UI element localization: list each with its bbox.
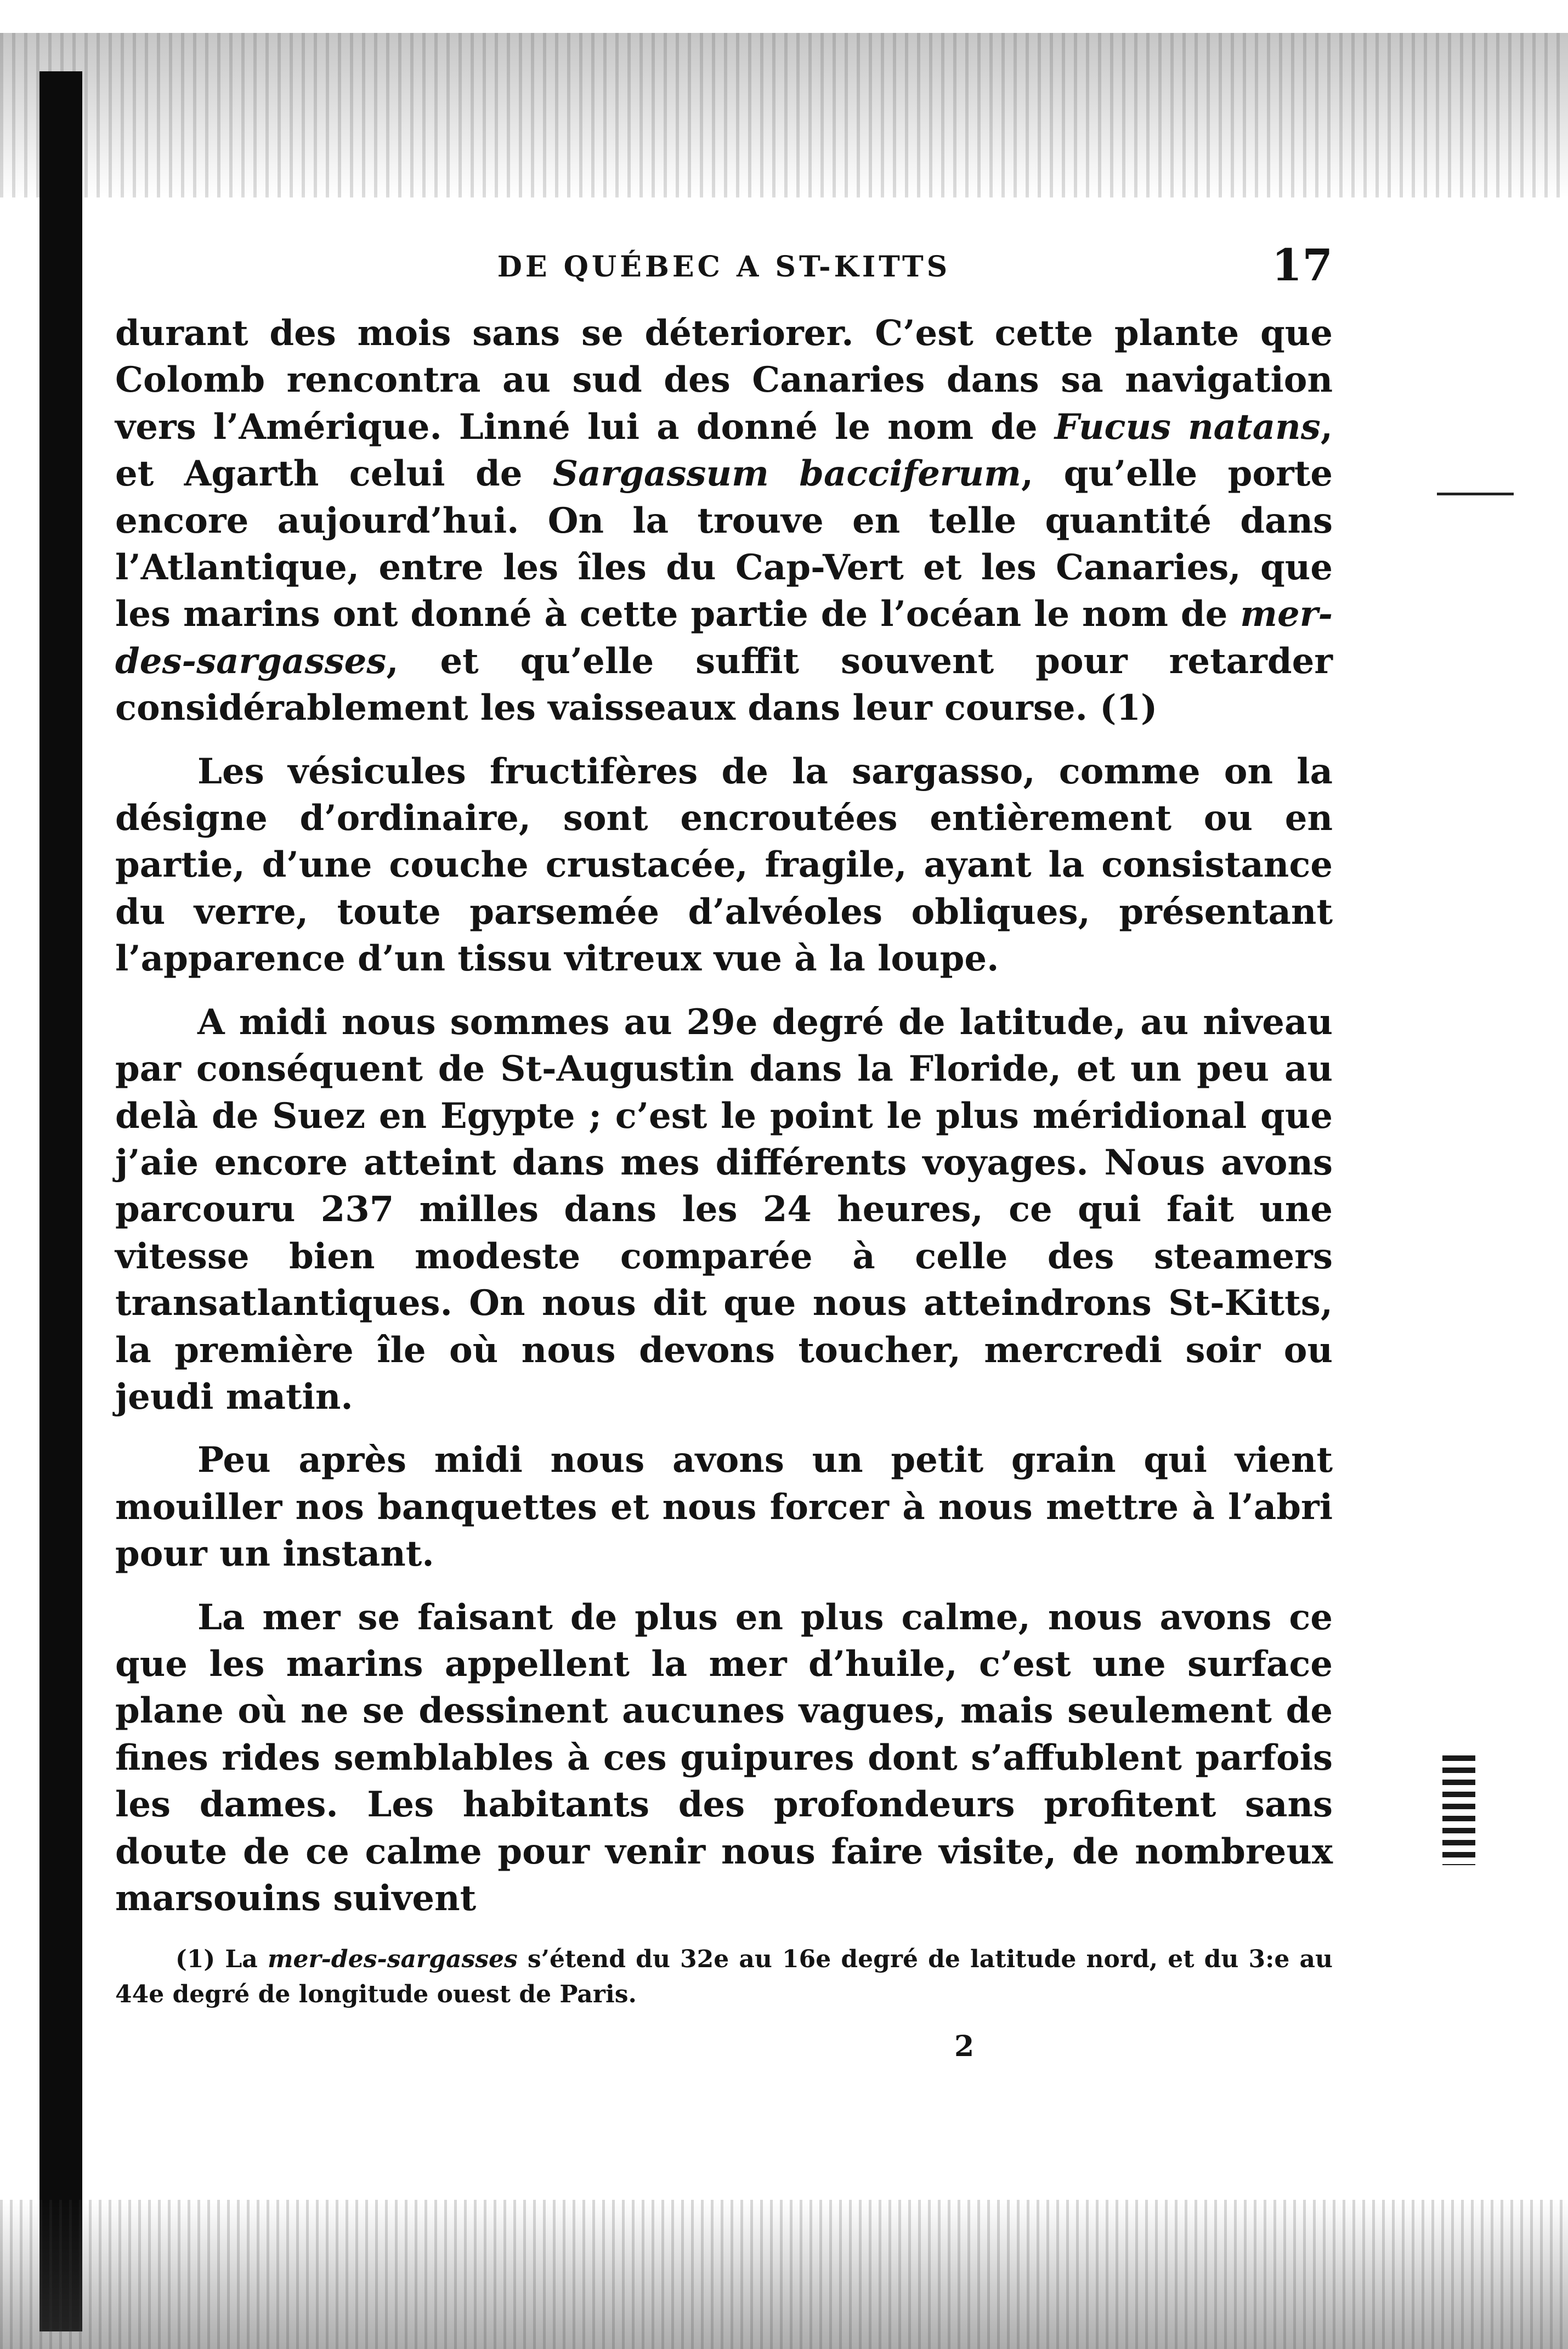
signature-mark: 2 [954, 2030, 975, 2063]
body-text [115, 310, 1333, 1938]
margin-mark [1437, 493, 1514, 495]
italic-text: Fucus natans [1054, 406, 1321, 448]
scan-edge-top [0, 33, 1568, 197]
book-spine-shadow [39, 71, 82, 2331]
italic-text: mer-des-sargasses [267, 1945, 518, 1973]
scan-edge-bottom [0, 2200, 1568, 2349]
text-run: A midi nous sommes au 29e degré de latitude, au niveau par conséquent de St-Augustin dans la Floride, et un peu au delà de Suez en Egypte ; c’est le point le plus méridional que j’aie encore atteint dans mes différents voyages. Nous avons parcouru 237 milles dans les 24 heures, ce qui fait une vitesse bien modeste comparée à celle des steamers transatlantiques. On nous dit que nous atteindrons St-Kitts, la première île où nous devons toucher, mercredi soir ou jeudi matin. [115, 1001, 1333, 1418]
text-run: , qu’elle porte encore aujourd’hui. On la trouve en telle quantité dans l’Atlantique, entre les îles du Cap-Vert et les Canaries, que les marins ont donné à cette partie de l’océan le nom de [115, 453, 1333, 635]
text-run: , et Agarth celui de [115, 406, 1333, 495]
text-run: La mer se faisant de plus en plus calme, nous avons ce que les marins appellent la mer d’huile, c’est une surface plane où ne se dessinent aucunes vagues, mais seulement de fines rides semblables à ces guipures dont s’affublent parfois les dames. Les habitants des profondeurs profitent sans doute de ce calme pour venir nous faire visite, de nombreux marsouins suivent [115, 1596, 1333, 1919]
text-run: , et qu’elle suffit souvent pour retarder considérablement les vaisseaux dans leur course. (1) [115, 640, 1333, 729]
page-number: 17 [1271, 239, 1333, 291]
running-title: DE QUÉBEC A ST-KITTS [497, 250, 951, 284]
text-run: (1) La [176, 1945, 268, 1973]
italic-text: mer-des-sargasses [115, 594, 1333, 682]
text-run: Peu après midi nous avons un petit grain qui vient mouiller nos banquettes et nous forcer à nous mettre à l’abri pour un instant. [115, 1439, 1333, 1575]
footnote [115, 1942, 1333, 2012]
paragraph [115, 999, 1333, 1421]
page-header [115, 239, 1333, 300]
paragraph [115, 1437, 1333, 1577]
margin-bleed-marks [1442, 1755, 1475, 1865]
text-run: durant des mois sans se déteriorer. C’est cette plante que Colomb rencontra au sud des Canaries dans sa navigation vers l’Amérique. Linné lui a donné le nom de [115, 313, 1333, 448]
text-run: Les vésicules fructifères de la sargasso, comme on la désigne d’ordinaire, sont encroutées entièrement ou en partie, d’une couche crustacée, fragile, ayant la consistance du verre, toute parsemée d’alvéoles obliques, présentant l’apparence d’un tissu vitreux vue à la loupe. [115, 750, 1333, 980]
paragraph [115, 310, 1333, 732]
paragraph [115, 1594, 1333, 1922]
italic-text: Sargassum bacciferum [552, 453, 1021, 495]
paragraph [115, 748, 1333, 982]
text-run: s’étend du 32e au 16e degré de latitude nord, et du 3:e au 44e degré de longitude ouest de Paris. [115, 1945, 1333, 2008]
